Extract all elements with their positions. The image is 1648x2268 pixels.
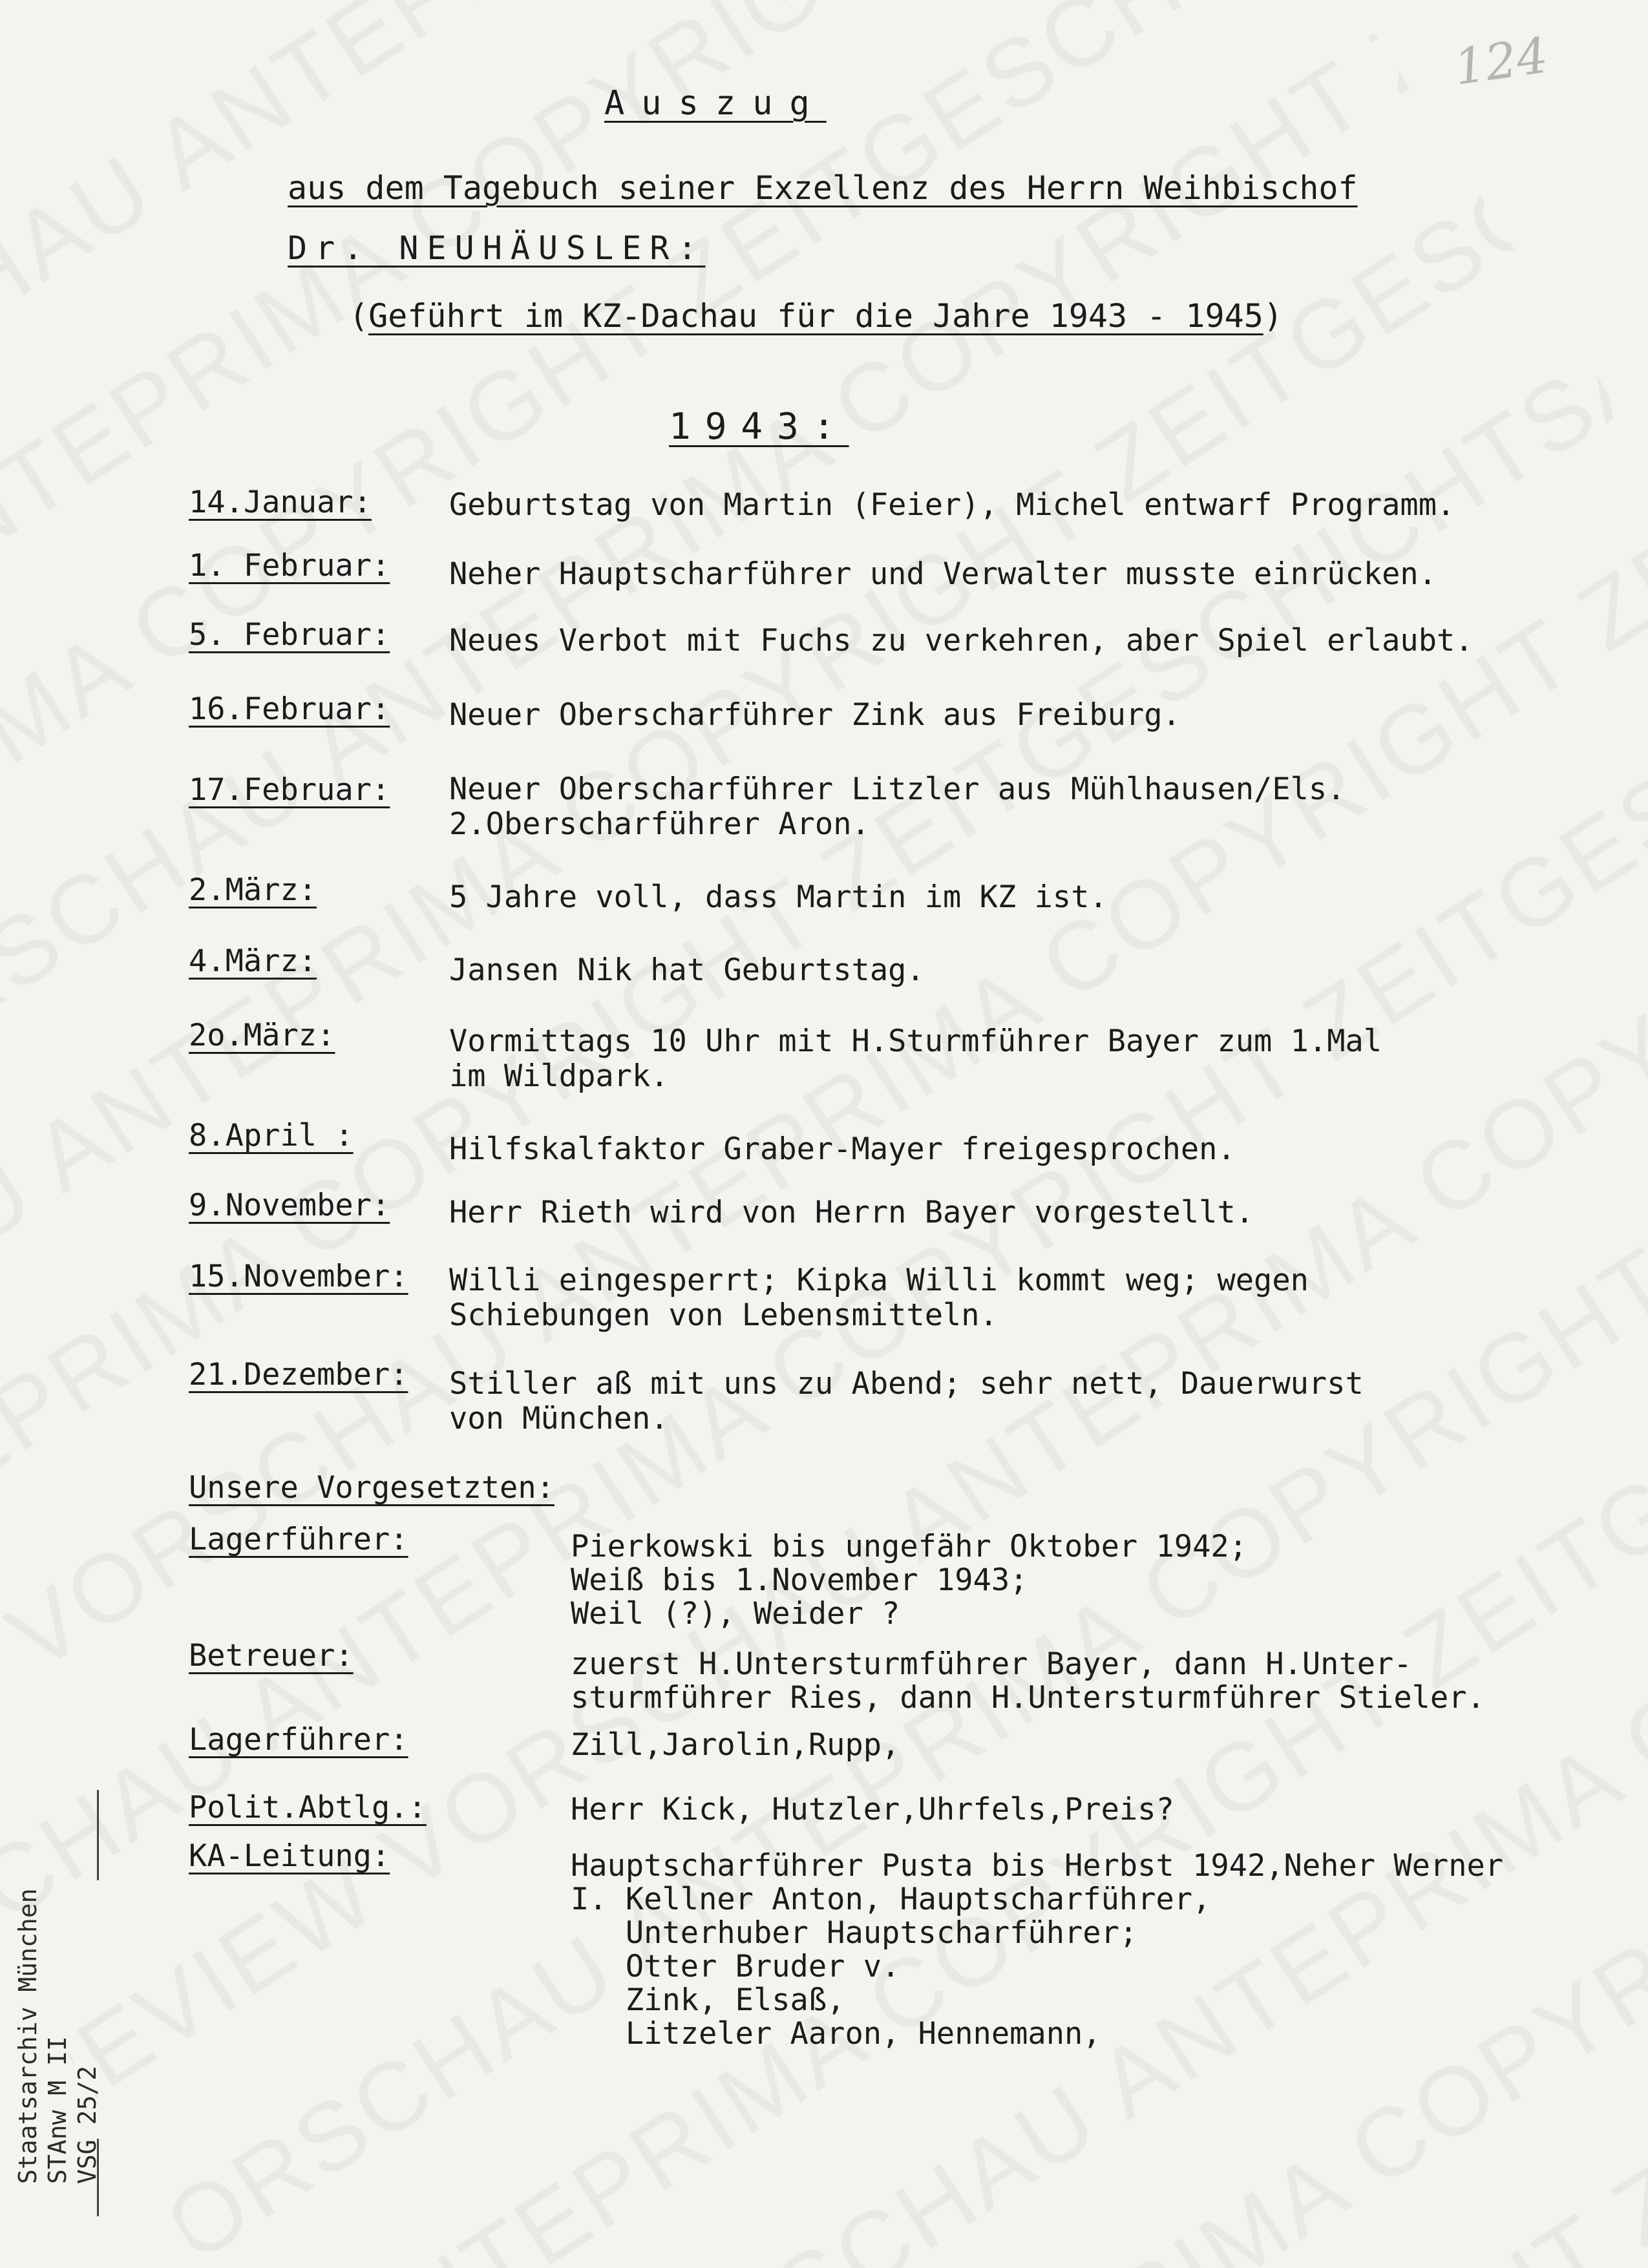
entry-text: Jansen Nik hat Geburtstag. — [449, 952, 925, 988]
entry-date: 16.Februar: — [189, 691, 390, 727]
entry-date: 2o.März: — [189, 1018, 335, 1053]
note-text: Geführt im KZ-Dachau für die Jahre 1943 - 1945 — [368, 297, 1263, 335]
document-note — [349, 297, 1283, 335]
entry-text: Stiller aß mit uns zu Abend; sehr nett, Dauerwurst von München. — [449, 1366, 1364, 1436]
vorgesetzte-label: KA-Leitung: — [189, 1838, 390, 1874]
vorgesetzte-heading: Unsere Vorgesetzten: — [189, 1470, 555, 1506]
archive-stamp-line: STAnw M II — [43, 2036, 72, 2184]
vorgesetzte-text: Zill,Jarolin,Rupp, — [571, 1727, 900, 1763]
archive-stamp-line: VSG 25/2 — [73, 2065, 101, 2184]
entry-date: 14.Januar: — [189, 485, 372, 520]
page-number: 124 — [1450, 26, 1552, 96]
entry-date: 1. Februar: — [189, 548, 390, 583]
entry-text: Neues Verbot mit Fuchs zu verkehren, aber Spiel erlaubt. — [449, 623, 1474, 658]
document-author: Dr. NEUHÄUSLER: — [288, 229, 706, 267]
entry-date: 21.Dezember: — [189, 1357, 408, 1392]
entry-date: 8.April : — [189, 1118, 354, 1153]
entry-date: 17.Februar: — [189, 772, 390, 808]
archive-stamp — [13, 1888, 102, 2184]
entry-text: Neuer Oberscharführer Litzler aus Mühlhausen/Els. 2.Oberscharführer Aron. — [449, 772, 1346, 842]
vorgesetzte-text: Herr Kick, Hutzler,Uhrfels,Preis? — [571, 1792, 1174, 1827]
document-subtitle: aus dem Tagebuch seiner Exzellenz des Herrn Weihbischof — [288, 169, 1358, 207]
entry-text: Herr Rieth wird von Herrn Bayer vorgestellt. — [449, 1195, 1254, 1230]
note-close-paren: ) — [1263, 297, 1283, 335]
vorgesetzte-label: Betreuer: — [189, 1638, 354, 1674]
entry-date: 5. Februar: — [189, 617, 390, 653]
note-open-paren: ( — [349, 297, 369, 335]
entry-text: Neuer Oberscharführer Zink aus Freiburg. — [449, 697, 1181, 733]
entry-text: Hilfskalfaktor Graber-Mayer freigesprochen. — [449, 1131, 1236, 1167]
vorgesetzte-label: Lagerführer: — [189, 1522, 408, 1557]
entry-text: Neher Hauptscharführer und Verwalter musste einrücken. — [449, 556, 1437, 592]
entry-date: 15.November: — [189, 1259, 408, 1294]
vorgesetzte-text: zuerst H.Untersturmführer Bayer, dann H.Unter- sturmführer Ries, dann H.Untersturmführer Stieler. — [571, 1646, 1485, 1716]
entry-text: Vormittags 10 Uhr mit H.Sturmführer Bayer zum 1.Mal im Wildpark. — [449, 1024, 1382, 1094]
vorgesetzte-label: Lagerführer: — [189, 1722, 408, 1758]
entry-text: Willi eingesperrt; Kipka Willi kommt weg; wegen Schiebungen von Lebensmitteln. — [449, 1263, 1309, 1333]
entry-date: 9.November: — [189, 1188, 390, 1223]
entry-text: 5 Jahre voll, dass Martin im KZ ist. — [449, 879, 1108, 915]
vorgesetzte-label: Polit.Abtlg.: — [189, 1790, 427, 1825]
vorgesetzte-text: Hauptscharführer Pusta bis Herbst 1942,Neher Werner I. Kellner Anton, Hauptscharführer, Unterhuber Hauptscharführer; Otter Bruder v. Zink, Elsaß, Litzeler Aaron, Hennemann, — [571, 1848, 1504, 2052]
vorgesetzte-text: Pierkowski bis ungefähr Oktober 1942; Weiß bis 1.November 1943; Weil (?), Weider ? — [571, 1529, 1247, 1632]
stamp-divider — [97, 1790, 99, 1880]
archive-stamp-line: Staatsarchiv München — [14, 1888, 42, 2184]
entry-date: 2.März: — [189, 872, 317, 908]
document-title: Auszug — [604, 84, 827, 123]
entry-text: Geburtstag von Martin (Feier), Michel entwarf Programm. — [449, 487, 1455, 523]
entry-date: 4.März: — [189, 943, 317, 979]
year-heading: 1943: — [669, 406, 849, 448]
